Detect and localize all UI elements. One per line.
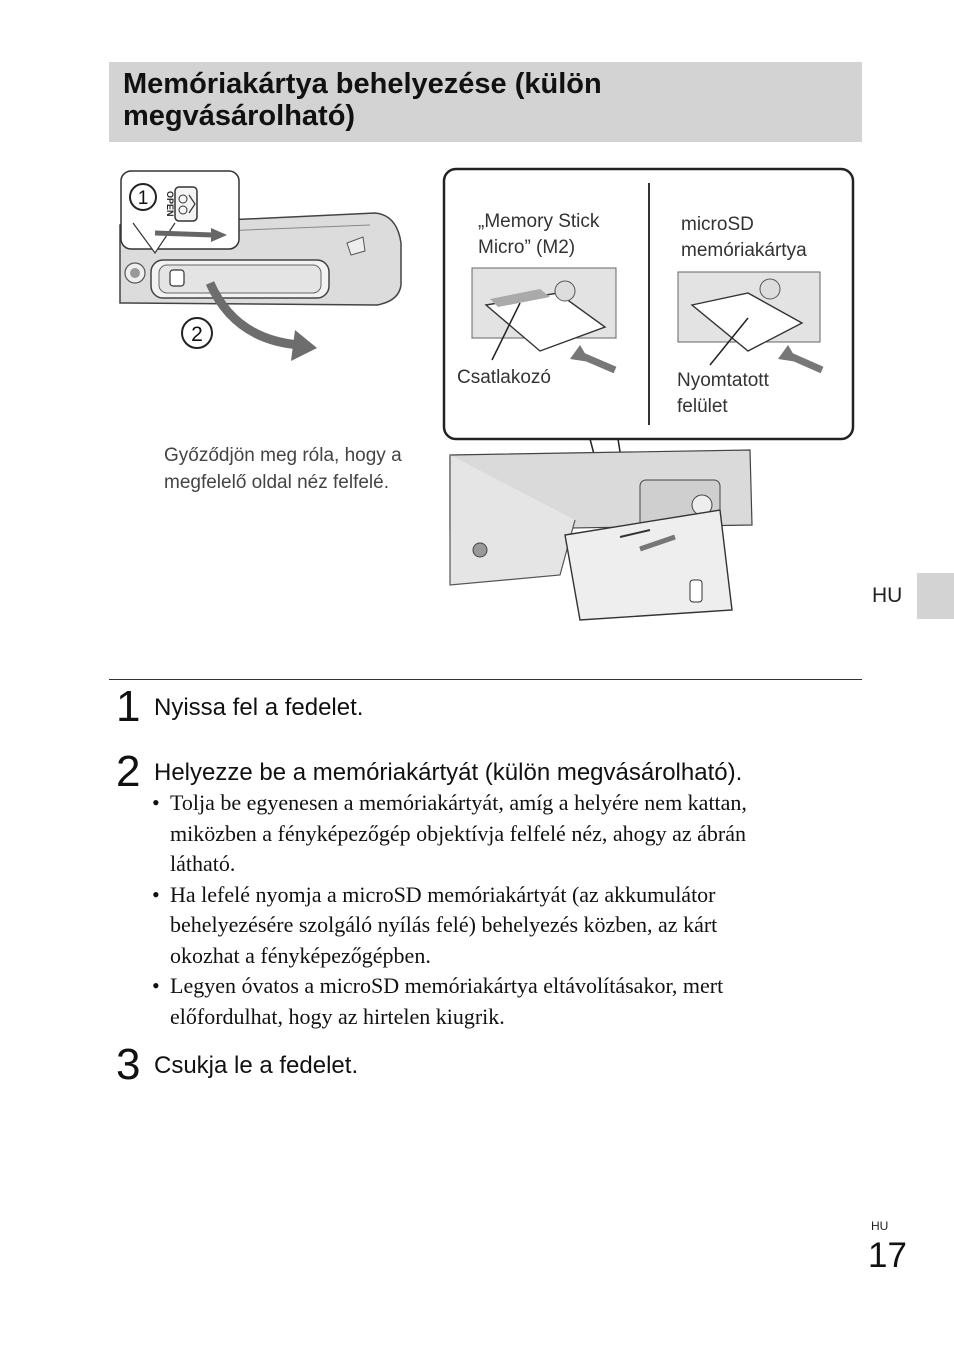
- step-2-text: Helyezze be a memóriakártyát (külön megvásárolható).: [154, 759, 743, 786]
- step-2-bullets: [152, 788, 872, 1032]
- label-memory-stick-line2: Micro” (M2): [478, 237, 576, 258]
- label-printed-surface: [677, 368, 769, 420]
- bullet-item: [152, 788, 872, 880]
- bullet-3-line-2: előfordulhat, hogy az hirtelen kiugrik.: [170, 1003, 505, 1029]
- callout-step-2: 2: [191, 323, 203, 346]
- bullet-2-line-2: behelyezésére szolgáló nyílás felé) behelyezés közben, az kárt: [170, 912, 718, 937]
- side-tab-label: HU: [872, 584, 903, 607]
- step-1-text: Nyissa fel a fedelet.: [154, 694, 364, 721]
- step-3-text: Csukja le a fedelet.: [154, 1052, 359, 1079]
- page-language: HU: [871, 1219, 889, 1233]
- page-number: 17: [868, 1236, 907, 1275]
- bullet-item: [152, 971, 872, 1032]
- section-title: [123, 68, 848, 132]
- label-memory-stick-micro: [478, 209, 599, 261]
- label-microsd-line1: microSD: [681, 214, 754, 235]
- label-microsd-card: [681, 212, 807, 264]
- section-title-line2: megvásárolható): [123, 100, 356, 132]
- label-memory-stick-line1: „Memory Stick: [478, 211, 600, 232]
- section-title-line1: Memóriakártya behelyezése (külön: [123, 68, 602, 100]
- bullet-2-line-1: Ha lefelé nyomja a microSD memóriakártyát (az akkumulátor: [170, 881, 716, 907]
- bullet-1-line-3: látható.: [170, 851, 236, 876]
- label-printed-line2: felület: [677, 396, 728, 417]
- side-tab: [917, 573, 954, 619]
- camera-open-cover-illustration: [115, 165, 415, 375]
- hint-line1: Győződjön meg róla, hogy a: [164, 445, 402, 466]
- bullet-1-line-1: Tolja be egyenesen a memóriakártyát, amíg a helyére nem kattan,: [170, 790, 747, 815]
- step-1-number: 1: [116, 682, 141, 731]
- bullet-1-line-2: miközben a fényképezőgép objektívja felfelé néz, ahogy az ábrán: [170, 820, 746, 846]
- section-divider: [109, 679, 862, 680]
- section-title-box: [109, 62, 862, 142]
- step-3-number: 3: [116, 1040, 141, 1089]
- bullet-item: [152, 880, 872, 972]
- hint-line2: megfelelő oldal néz felfelé.: [164, 472, 389, 493]
- bullet-3-line-1: Legyen óvatos a microSD memóriakártya eltávolításakor, mert: [170, 973, 724, 998]
- label-microsd-line2: memóriakártya: [681, 240, 807, 261]
- callout-step-1: 1: [137, 188, 149, 209]
- step-2-number: 2: [116, 747, 141, 796]
- open-switch-label: OPEN: [165, 191, 175, 217]
- orientation-hint: [164, 442, 402, 496]
- label-printed-line1: Nyomtatott: [677, 370, 769, 391]
- label-connector: Csatlakozó: [457, 367, 551, 388]
- bullet-2-line-3: okozhat a fényképezőgépben.: [170, 942, 431, 968]
